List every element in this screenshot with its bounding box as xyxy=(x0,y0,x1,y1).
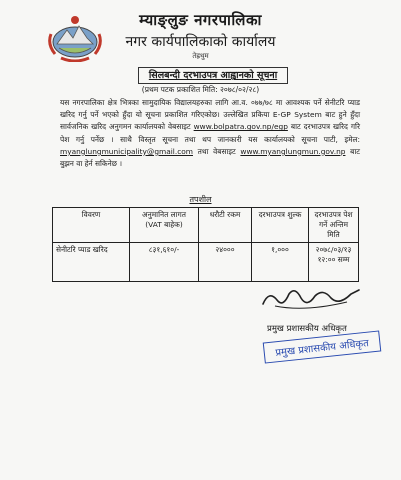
col-header-deposit: धरौटी रकम xyxy=(199,208,252,243)
col-header-description: विवरण xyxy=(53,208,130,243)
cell-deadline: २०७८/०३/१३ १२:०० सम्म xyxy=(309,243,359,282)
col-header-fee: दरभाउपत्र शुल्क xyxy=(252,208,309,243)
cell-description: सेनीटरि प्याड खरिद xyxy=(53,243,130,282)
cell-fee: १,००० xyxy=(252,243,309,282)
table-row xyxy=(53,243,359,282)
body-text-3: तथा वेबसाइट xyxy=(197,146,236,156)
email-link[interactable]: myanglungmunicipality@gmail.com xyxy=(60,146,193,156)
municipality-name: म्याङ्लुङ नगरपालिका xyxy=(139,11,262,29)
publication-date: (प्रथम पटक प्रकाशित मिति: २०७८/०२/२८) xyxy=(141,85,260,94)
office-name: नगर कार्यपालिकाको कार्यालय xyxy=(125,34,276,50)
notice-title: सिलबन्दी दरभाउपत्र आह्वानको सूचना xyxy=(138,67,288,84)
body-text-1: यस नगरपालिका क्षेत्र भित्रका सामुदायिक विद्यालयहरुका लागि आ.व. ०७७/७८ मा आवश्यक पर्ने सेनीटरि प्याड खरिद गर्नु पर्ने भएको हुँदा यो सूचना प्रकाशित गरिएकोछ। उल्लेखित प्रकिया E-GP System बाट हुने हुँदा सार्वजनिक खरिद अनुगमन कार्यालयको वेबसाइट xyxy=(60,98,360,132)
website-link[interactable]: www.myanglungmun.gov.np xyxy=(240,146,346,156)
col-header-estimate: अनुमानित लागत (VAT बाहेक) xyxy=(130,208,199,243)
body-text-2: बाट दरभाउपत्र खरिद गरि पेश गर्नु पर्नेछ । साथै विस्तृत सूचना तथा थप जानकारी यस कार्यालयको सूचना पाटी, इमेल: xyxy=(60,122,360,144)
table-header-row xyxy=(53,208,359,243)
notice-body xyxy=(60,97,360,170)
tender-table xyxy=(52,207,359,282)
signature-label: प्रमुख प्रशासकीय अधिकृत xyxy=(267,324,347,334)
signature-scribble xyxy=(255,282,365,314)
table-heading: तपशील xyxy=(189,195,212,204)
stamp-text: प्रमुख प्रशासकीय अधिकृत xyxy=(274,338,370,359)
body-text-4: बाट बुझन वा हेर्न सकिनेछ । xyxy=(60,146,360,169)
cell-estimate: ८३१,६१०/- xyxy=(130,243,199,282)
egp-link[interactable]: www.bolpatra.gov.np/egp xyxy=(193,122,288,132)
cell-deposit: २४००० xyxy=(199,243,252,282)
col-header-deadline: दरभाउपत्र पेश गर्ने अन्तिम मिति xyxy=(309,208,359,243)
office-location: तेह्रथुम xyxy=(192,52,209,60)
official-stamp xyxy=(261,329,383,365)
